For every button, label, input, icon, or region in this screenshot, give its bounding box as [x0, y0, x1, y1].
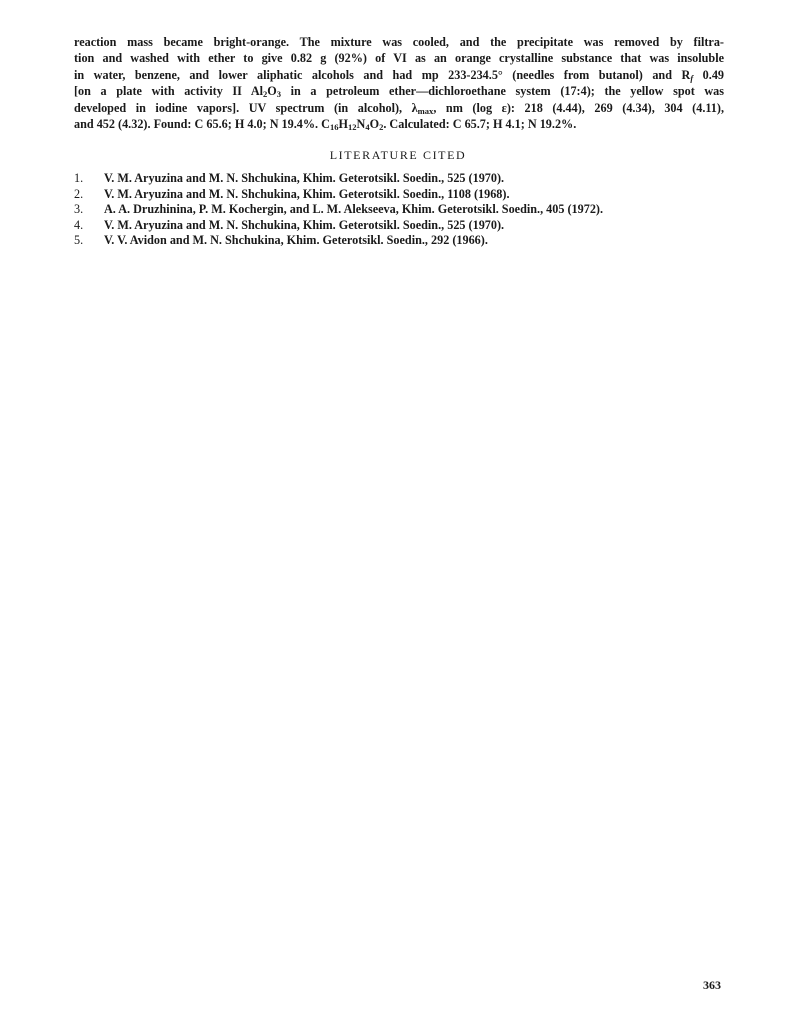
body-line-text: and 452 (4.32). Found: C 65.6; H 4.0; N 19.4%. C: [74, 117, 330, 132]
subscript: 4: [365, 122, 370, 133]
reference-text: V. M. Aryuzina and M. N. Shchukina, Khim. Geterotsikl. Soedin., 525 (1970).: [104, 217, 505, 232]
body-line-text: [on a plate with activity II Al: [74, 84, 264, 99]
body-line-text: in water, benzene, and lower aliphatic alcohols and had mp 233-234.5° (needles from butanol) and R: [74, 67, 691, 82]
reference-item: [74, 233, 724, 249]
body-line-text: H: [338, 117, 348, 132]
body-line-text: O: [369, 117, 380, 132]
body-line: [74, 83, 724, 99]
reference-item: [74, 171, 724, 187]
reference-text: A. A. Druzhinina, P. M. Kochergin, and L. M. Alekseeva, Khim. Geterotsikl. Soedin., 405 (1972).: [104, 202, 604, 217]
reference-number: 3.: [74, 202, 84, 217]
body-line: tion and washed with ether to give 0.82 g (92%) of VI as an orange crystalline substance that was insoluble: [74, 51, 724, 66]
reference-list: [74, 171, 724, 249]
reference-text: V. M. Aryuzina and M. N. Shchukina, Khim. Geterotsikl. Soedin., 525 (1970).: [104, 171, 505, 185]
subscript: 16: [329, 122, 339, 133]
body-line-text: developed in iodine vapors]. UV spectrum (in alcohol), λ: [74, 100, 418, 115]
body-line-text: . Calculated: C 65.7; H 4.1; N 19.2%.: [383, 117, 577, 132]
body-line-text: O: [267, 84, 277, 99]
reference-number: 2.: [74, 186, 84, 201]
body-line: [74, 116, 724, 132]
reference-number: 5.: [74, 233, 84, 248]
reference-item: [74, 218, 724, 234]
body-paragraph: [74, 34, 724, 132]
subscript: max: [417, 105, 434, 116]
body-line-text: , nm (log ε): 218 (4.44), 269 (4.34), 304 (4.11),: [433, 100, 724, 115]
literature-heading: LITERATURE CITED: [329, 148, 467, 162]
reference-item: [74, 202, 724, 218]
reference-text: V. V. Avidon and M. N. Shchukina, Khim. Geterotsikl. Soedin., 292 (1966).: [104, 233, 488, 248]
body-line-text: in a petroleum ether—dichloroethane system (17:4); the yellow spot was: [281, 84, 724, 99]
body-line: reaction mass became bright-orange. The mixture was cooled, and the precipitate was removed by filtra-: [74, 35, 724, 49]
reference-item: [74, 187, 724, 203]
reference-number: 4.: [74, 217, 84, 232]
subscript: f: [690, 72, 694, 83]
body-line-text: 0.49: [693, 67, 724, 82]
subscript: 12: [347, 122, 357, 133]
reference-number: 1.: [74, 171, 84, 185]
body-line: [74, 100, 724, 116]
subscript: 2: [263, 89, 268, 100]
page-number: 363: [703, 978, 721, 992]
reference-text: V. M. Aryuzina and M. N. Shchukina, Khim. Geterotsikl. Soedin., 1108 (1968).: [104, 186, 510, 201]
body-line: [74, 67, 724, 83]
body-line-text: N: [356, 117, 366, 132]
subscript: 2: [379, 122, 384, 133]
subscript: 3: [276, 89, 282, 100]
